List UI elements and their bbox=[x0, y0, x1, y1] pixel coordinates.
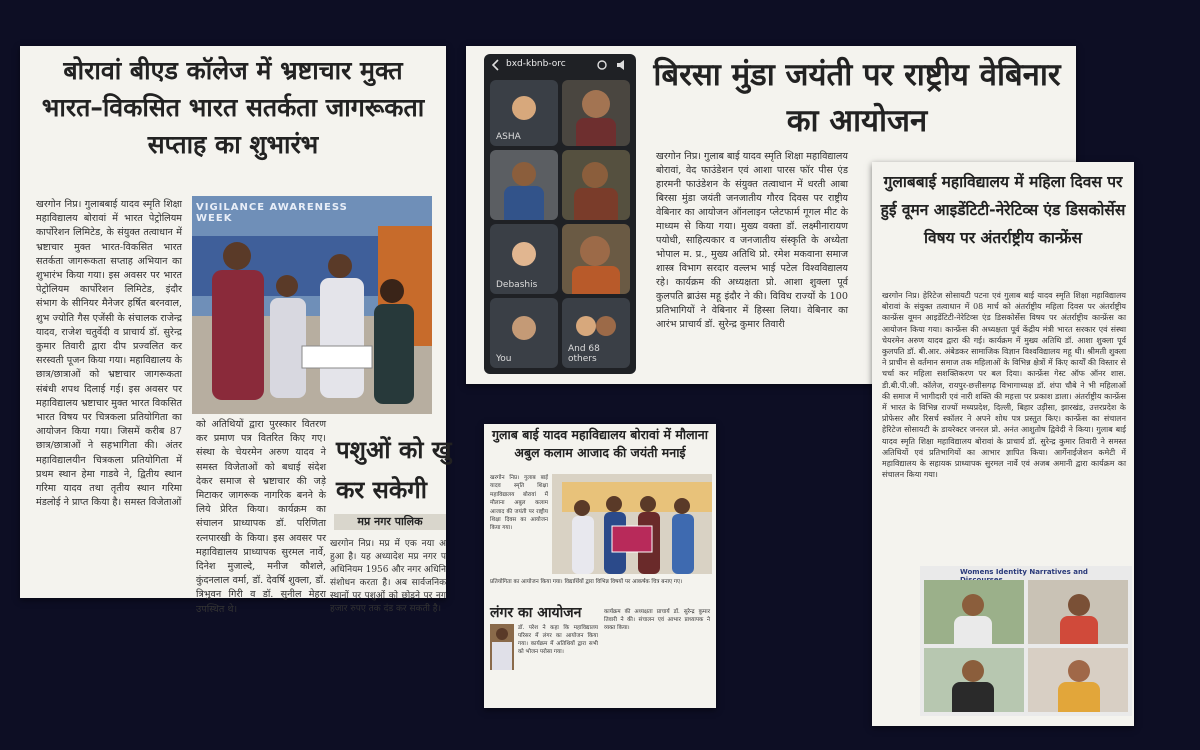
clip2-headline: बिरसा मुंडा जयंती पर राष्ट्रीय वेबिनार का आयोजन bbox=[653, 57, 1061, 139]
clip1-photo bbox=[192, 196, 432, 414]
clip3-text: खरगोन निप्र। हेरिटेज सोसायटी पटना एवं गुलाब बाई यादव स्मृति शिक्षा महाविद्यालय बोरावां के संयुक्त तत्वाधान में 08 मार्च को अंतर्राष्ट्रीय महिला दिवस पर अंतर्राष्ट्रीय कान्फ्रेंस वूमन आइडेंटिटी-नेरेटिव्स एंड डिसकोर्सेस विषय पर अंतर्राष्ट्रीय कान्फ्रेंस का आयोजन किया गया। कान्फ्रेंस की अध्यक्षता पूर्व केंद्रीय मंत्री भारत सरकार एवं संस्था चेयरमेन अरुण यादव द्वारा की गई। कार्यक्रम में मुख्य अतिथि डॉ. आशा शुक्ला पूर्व कुलपति डॉ. बी.आर. अंबेडकर सामाजिक विज्ञान विश्वविद्यालय महू थी। श्रीमती शुक्ला ने प्राचीन से वर्तमान समाज तक महिलाओं के विभिन्न क्षेत्रों में किए कार्यों की विस्तार से चर्चा कर महिला सशक्तिकरण पर बल दिया। कान्फ्रेंस गेस्ट ऑफ ऑनर शास. डी.बी.पी.जी. कॉलेज, रायपुर-छत्तीसगढ़ विभागाध्यक्ष डॉ. शंपा चौबे ने भी महिलाओं की समाज में भागीदारी एवं नारी शक्ति की महत्ता पर प्रकाश डाला। अंतर्राष्ट्रीय कान्फ्रेंस में भारत के विभिन्न राज्यों मध्यप्रदेश, दिल्ली, बिहार उड़ीसा, झारखंड, उत्तरप्रदेश के प्रोफेसर और रिसर्च स्कॉलर ने अपने शोध पत्र प्रस्तुत किए। कान्फ्रेंस का संचालन हेरिटेज सोसायटी के डायरेक्टर जनरल प्रो. अनंत आशुतोष द्विवेदी ने किया। गुलाब बाई यादव स्मृति शिक्षा महाविद्यालय बोरावां के प्राचार्य डॉ. सुरेन्द्र कुमार तिवारी ने समस्त अतिथियों एवं प्रतिभागियों का आभार ज्ञापित किया। आर्गेनाईजेशन कमेटी में महाविद्यालय के सहायक प्राध्यापक सुरमल नार्वे एवं अजब अमानी द्वारा कार्यक्रम का संचालन किया गया। bbox=[882, 291, 1126, 480]
meet-code: bxd-kbnb-orc bbox=[506, 59, 566, 69]
clip4-text-left: खरगोन निप्र। गुलाब बाई यादव स्मृति शिक्षा महाविद्यालय बोरावां में मौलाना अबुल कलाम आजाद की जयंती पर राष्ट्रीय शिक्षा दिवस का आयोजन किया गया। bbox=[490, 475, 548, 532]
clip4-photo bbox=[552, 474, 712, 574]
clip1-banner: VIGILANCE AWARENESS WEEK bbox=[196, 202, 348, 224]
tile-name-debashis: Debashis bbox=[496, 280, 538, 290]
clip1-col2-text: को अतिथियों द्वारा पुरस्कार वितरण कर प्रमाण पत्र वितरित किए गए। संस्था के चेयरमेन अरुण यादव ने समस्त विजेताओं को बधाई संदेश देकर समाज से भ्रष्टाचार की जड़े मिटाकर जागरूक नागरिक बनने के लिये प्रेरित किया। कार्यक्रम का संचालन प्राध्यापक डॉ. परिणिता रत्नपारखी के किया। इस अवसर पर महाविद्यालय प्राध्यापक सुरमल नार्वे, दिनेश मुजाल्दे, मनीज कौशले, कुंदनलाल वर्मा, डॉ. देवर्षि शुक्ला, डॉ. त्रिभुवन गिरी व डॉ. सुनील मेहरा उपस्थित थे। bbox=[196, 419, 326, 615]
clip4-text-bottom: डॉ. परेश ने कहा कि महाविद्यालय परिसर में लंगर का आयोजन किया गया। कार्यक्रम में अतिथियों द्वारा सभी को भोजन परोसा गया। bbox=[518, 625, 598, 655]
back-arrow-icon bbox=[490, 59, 502, 71]
meet-screenshot bbox=[484, 54, 636, 374]
conference-screenshot bbox=[920, 566, 1132, 716]
clip4-sub-headline: लंगर का आयोजन bbox=[490, 605, 582, 621]
tile-name-you: You bbox=[496, 354, 512, 364]
clip-vigilance-week bbox=[20, 46, 452, 615]
tile-name-others: And 68 others bbox=[568, 344, 600, 364]
clip2-text: खरगोन निप्र। गुलाब बाई यादव स्मृति शिक्षा महाविद्यालय बोरावां, वेद फाउंडेशन एवं आशा पारस फॉर पीस एंड हारमनी फाउंडेशन के संयुक्त तत्वाधान में धरती आबा बिरसा मुंडा जयंती जनजातीय गौरव दिवस पर राष्ट्रीय वेबिनार का आयोजन ऑनलाइन प्लेटफार्म गूगल मीट के माध्यम से किया गया। मुख्य वक्ता डॉ. लक्ष्मीनारायण पयोधी, साहित्यकार व जनजातीय संस्कृति के अध्येता भोपाल म. प्र., मुख्य अतिथि प्रो. रमेश मकवाना समाज शास्त्र विभाग सरदार वल्लभ भाई पटेल विश्वविद्यालय रहे। कार्यक्रम की अध्यक्षता प्रो. आशा शुक्ला पूर्व कुलपति ब्राउंस महू इंदौर ने की। विविध राज्यों के 100 प्रतिभागियों ने वेबिनार में हिस्सा लिया। वेबिनार का आरंभ प्राचार्य डॉ. सुरेन्द्र कुमार तिवारी bbox=[656, 151, 848, 330]
clip-womens-day-conference bbox=[872, 162, 1134, 726]
clip-maulana-azad-jayanti bbox=[484, 424, 716, 708]
switch-camera-icon bbox=[596, 59, 608, 71]
clip4-text-mid: प्रतियोगिता का आयोजन किया गया। विद्यार्थियों द्वारा विभिन्न विषयों पर आकर्षक चित्र बनाए गए। bbox=[490, 579, 683, 585]
clip3-headline: गुलाबबाई महाविद्यालय में महिला दिवस पर हुई वूमन आइडेंटिटी-नेरेटिव्स एंड डिसकोर्सेस विषय पर अंतर्राष्ट्रीय कान्फ्रेंस bbox=[880, 173, 1126, 247]
tile-name-asha: ASHA bbox=[496, 132, 521, 142]
conference-screen-title: Womens Identity Narratives and bbox=[960, 568, 1088, 576]
clip1-sub-headline: पशुओं को खु कर सकेगी bbox=[336, 436, 452, 504]
clip4-small-photo bbox=[490, 624, 514, 670]
clip4-text-right: कार्यक्रम की अध्यक्षता प्राचार्य डॉ. सुरेन्द्र कुमार तिवारी ने की। संचालन एवं आभार प्राध्यापक ने व्यक्त किया। bbox=[604, 609, 710, 631]
speaker-icon bbox=[616, 59, 628, 71]
clip1-sub-byline: मप्र नगर पालिक bbox=[334, 514, 446, 530]
clip1-col1-text: खरगोन निप्र। गुलाबबाई यादव स्मृति शिक्षा महाविद्यालय बोरावां में भारत पेट्रोलियम कार्पोरेशन लिमिटेड, के संयुक्त तत्वाधान में भ्रष्टाचार मुक्त भारत-विकसित भारत सतर्कता जागरूकता सप्ताह अभियान का शुभारंभ किया गया। इस अवसर पर भारत पेट्रोलियम कार्पोरेशन लिमिटेड, इंदौर संभाग के सीनियर मैनेजर हर्षित बरनवाल, शुभ ज्योति गैस एजेंसी के संचालक राजेन्द्र यादव, राजेश चतुर्वेदी व प्राचार्य डॉ. सुरेन्द्र कुमार तिवारी द्वारा दीप प्रज्वलित कर सरस्वती पूजन किया गया। महाविद्यालय के छात्र/छात्राओं को भ्रष्टाचार जागरूकता संबंधी शपथ दिलाई गई। इस अवसर पर महाविद्यालय भ्रष्टाचार मुक्त भारत विकसित भारत विषय पर चित्रकला प्रतियोगिता का आयोजन किया गया। जिसमें करीब 87 छात्र/छात्राओं ने सहभागिता की। अंतर महाविद्यालयीन चित्रकला प्रतियोगिता में प्रथम स्थान हेमा गाडवे ने, द्वितीय स्थान गरिमा यादव तथा तृतीय स्थान गरिमा मंडलोई ने प्राप्त किया है। समस्त विजेताओं bbox=[36, 199, 182, 509]
clip4-headline: गुलाब बाई यादव महाविद्यालय बोरावां में मौलाना अबुल कलाम आजाद की जयंती मनाई bbox=[492, 427, 708, 460]
clip1-headline: बोरावां बीएड कॉलेज में भ्रष्टाचार मुक्त भारत–विकसित भारत सतर्कता जागरूकता सप्ताह का शुभारंभ bbox=[41, 56, 425, 159]
clip1-sub-text: खरगोन निप्र। मप्र में एक नया अ हुआ है। यह अध्यादेश मप्र नगर प अधिनियम 1956 और नगर अधिनि संशोधन करता है। अब सार्वजनिक स्थानों पर पशुओं को छोड़ने पर नग हजार रुपए तक दंड कर सकती है। bbox=[330, 539, 446, 614]
